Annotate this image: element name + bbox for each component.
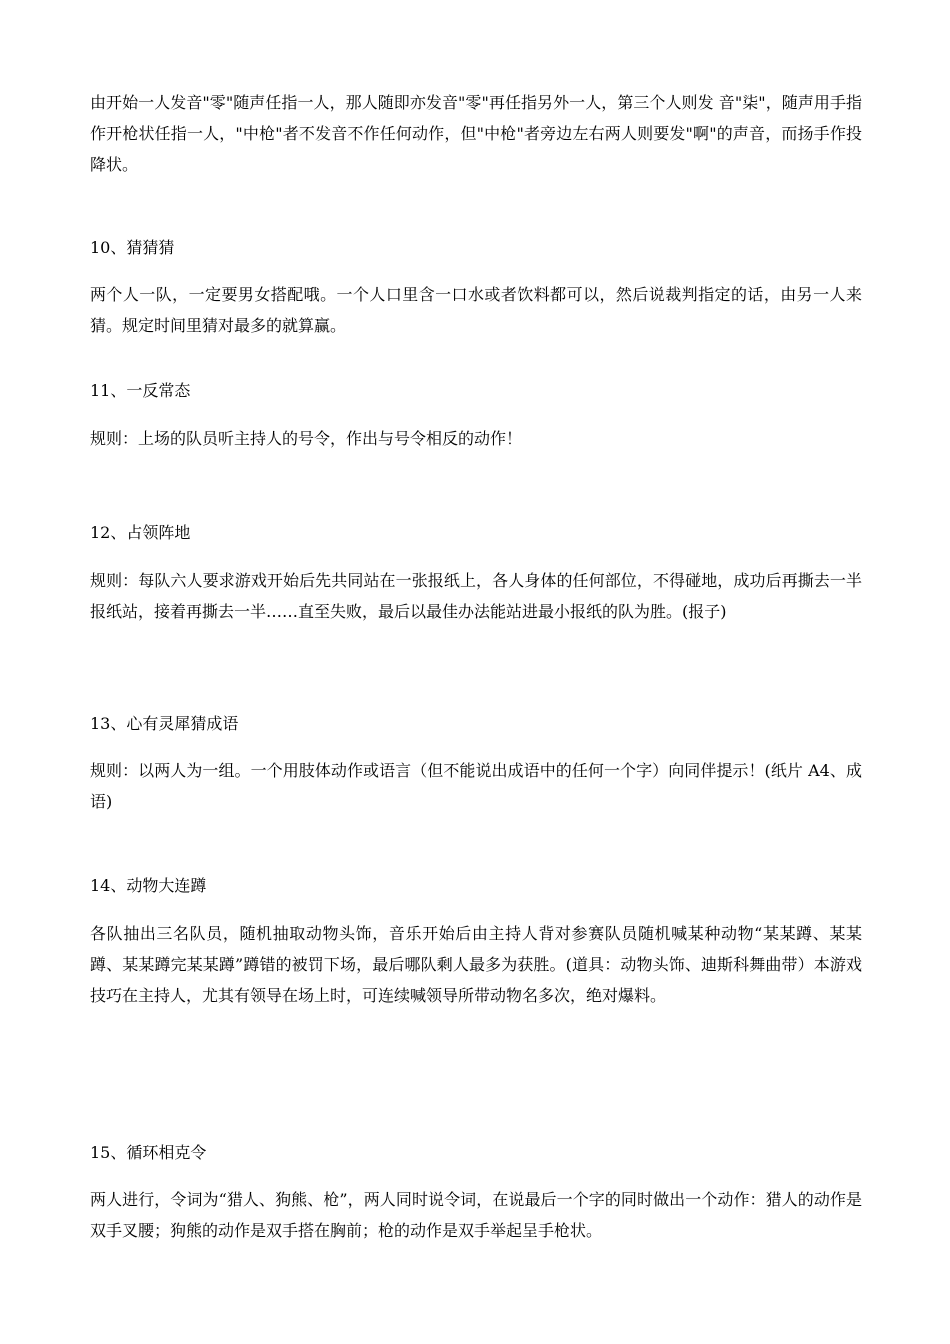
section-body-12: 规则：每队六人要求游戏开始后先共同站在一张报纸上，各人身体的任何部位，不得碰地，成功后再撕去一半报纸站，接着再撕去一半……直至失败，最后以最佳办法能站进最小报纸的队为胜。(报子) bbox=[90, 571, 862, 621]
section-body-13: 规则：以两人为一组。一个用肢体动作或语言（但不能说出成语中的任何一个字）向同伴提示！(纸片 A4、成语) bbox=[90, 761, 862, 811]
section-body-15: 两人进行，令词为“猎人、狗熊、枪”，两人同时说令词，在说最后一个字的同时做出一个动作：猎人的动作是双手叉腰；狗熊的动作是双手搭在胸前；枪的动作是双手举起呈手枪状。 bbox=[90, 1190, 862, 1240]
section-heading-13: 13、心有灵犀猜成语 bbox=[90, 714, 239, 733]
section-heading-12: 12、占领阵地 bbox=[90, 523, 191, 542]
section-heading-10: 10、猜猜猜 bbox=[90, 238, 175, 257]
section-body-10: 两个人一队，一定要男女搭配哦。一个人口里含一口水或者饮料都可以，然后说裁判指定的话，由另一人来猜。规定时间里猜对最多的就算赢。 bbox=[90, 285, 862, 335]
section-heading-11: 11、一反常态 bbox=[90, 381, 191, 400]
intro-paragraph: 由开始一人发音"零"随声任指一人，那人随即亦发音"零"再任指另外一人，第三个人则发 音"柒"，随声用手指作开枪状任指一人，"中枪"者不发音不作任何动作，但"中枪"者旁边左右两人则要发"啊"的声音，而扬手作投降状。 bbox=[90, 93, 862, 174]
section-body-14: 各队抽出三名队员，随机抽取动物头饰，音乐开始后由主持人背对参赛队员随机喊某种动物“某某蹲、某某蹲、某某蹲完某某蹲”蹲错的被罚下场，最后哪队剩人最多为获胜。(道具：动物头饰、迪斯科舞曲带）本游戏技巧在主持人，尤其有领导在场上时，可连续喊领导所带动物名多次，绝对爆料。 bbox=[90, 924, 862, 1005]
section-body-11: 规则：上场的队员听主持人的号令，作出与号令相反的动作！ bbox=[90, 429, 523, 448]
section-heading-15: 15、循环相克令 bbox=[90, 1143, 207, 1162]
section-heading-14: 14、动物大连蹲 bbox=[90, 876, 207, 895]
